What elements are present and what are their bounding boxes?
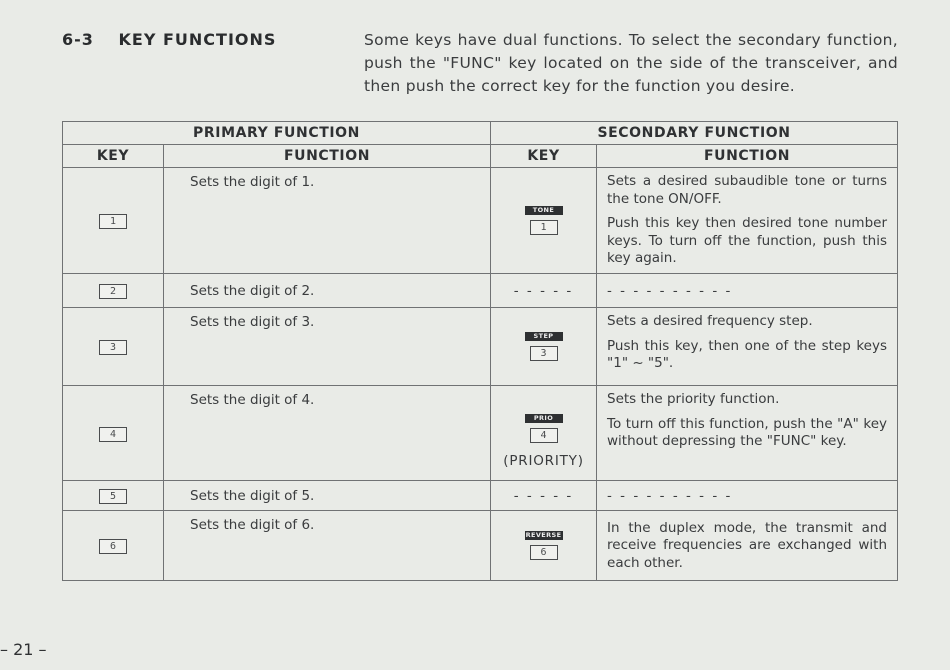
key-cell xyxy=(63,168,164,274)
key-column-header: KEY xyxy=(63,145,164,168)
key-6-icon: 6 xyxy=(530,545,558,560)
reverse-label-icon: REVERSE xyxy=(525,531,562,539)
tone-label-icon: TONE xyxy=(525,206,563,215)
secondary-function-text: Push this key, then one of the step keys "1" ~ "5". xyxy=(607,337,888,371)
secondary-function-column-header: FUNCTION xyxy=(597,145,898,168)
priority-note: (PRIORITY) xyxy=(503,452,584,469)
key-functions-table xyxy=(62,121,898,581)
prio-label-icon: PRIO xyxy=(525,414,563,423)
secondary-key-cell xyxy=(491,511,597,581)
key-2-icon: 2 xyxy=(99,284,127,299)
primary-function-cell: Sets the digit of 5. xyxy=(164,481,491,511)
secondary-key-cell: - - - - - xyxy=(491,274,597,308)
primary-function-cell: Sets the digit of 2. xyxy=(164,274,491,308)
secondary-function-cell xyxy=(597,168,898,274)
secondary-key-cell xyxy=(491,386,597,481)
secondary-function-text: In the duplex mode, the transmit and receive frequencies are exchanged with each other. xyxy=(607,519,888,571)
page-number: – 21 – xyxy=(0,640,47,659)
table-row xyxy=(63,308,898,386)
secondary-function-cell: - - - - - - - - - - xyxy=(597,274,898,308)
primary-function-cell: Sets the digit of 3. xyxy=(164,308,491,386)
primary-function-cell: Sets the digit of 4. xyxy=(164,386,491,481)
secondary-function-cell: - - - - - - - - - - xyxy=(597,481,898,511)
secondary-key-cell: - - - - - xyxy=(491,481,597,511)
key-3-icon: 3 xyxy=(530,346,558,361)
intro-paragraph: Some keys have dual functions. To select the secondary function, push the "FUNC" key located on the side of the transceiver, and then push the correct key for the function you desire. xyxy=(364,31,898,95)
table-row xyxy=(63,511,898,581)
key-4-icon: 4 xyxy=(99,427,127,442)
key-cell xyxy=(63,308,164,386)
key-4-icon: 4 xyxy=(530,428,558,443)
key-cell xyxy=(63,386,164,481)
secondary-function-text: Push this key then desired tone number keys. To turn off the function, push this key again. xyxy=(607,215,888,266)
table-row xyxy=(63,386,898,481)
table-row xyxy=(63,274,898,308)
column-header-row xyxy=(63,145,898,168)
key-6-icon: 6 xyxy=(99,539,127,554)
section-title: KEY FUNCTIONS xyxy=(118,30,277,49)
group-header-row xyxy=(63,122,898,145)
primary-function-group-header: PRIMARY FUNCTION xyxy=(63,122,491,145)
primary-function-cell: Sets the digit of 1. xyxy=(164,168,491,274)
section-heading xyxy=(62,30,276,49)
function-column-header: FUNCTION xyxy=(164,145,491,168)
section-number: 6-3 xyxy=(62,30,94,49)
table-row xyxy=(63,168,898,274)
secondary-function-group-header: SECONDARY FUNCTION xyxy=(491,122,898,145)
secondary-function-cell xyxy=(597,308,898,386)
key-5-icon: 5 xyxy=(99,489,127,504)
key-1-icon: 1 xyxy=(530,220,558,235)
key-1-icon: 1 xyxy=(99,214,127,229)
primary-function-cell: Sets the digit of 6. xyxy=(164,511,491,581)
secondary-function-cell xyxy=(597,386,898,481)
secondary-function-text: Sets a desired frequency step. xyxy=(607,313,813,329)
secondary-function-text: Sets the priority function. xyxy=(607,391,780,407)
key-cell xyxy=(63,274,164,308)
key-3-icon: 3 xyxy=(99,340,127,355)
secondary-key-cell xyxy=(491,168,597,274)
secondary-function-text: Sets a desired subaudible tone or turns the tone ON/OFF. xyxy=(607,173,888,207)
table-row xyxy=(63,481,898,511)
step-label-icon: STEP xyxy=(525,332,563,341)
secondary-key-column-header: KEY xyxy=(491,145,597,168)
secondary-key-cell xyxy=(491,308,597,386)
key-cell xyxy=(63,481,164,511)
key-cell xyxy=(63,511,164,581)
secondary-function-text: To turn off this function, push the "A" key without depressing the "FUNC" key. xyxy=(607,415,888,449)
secondary-function-cell xyxy=(597,511,898,581)
